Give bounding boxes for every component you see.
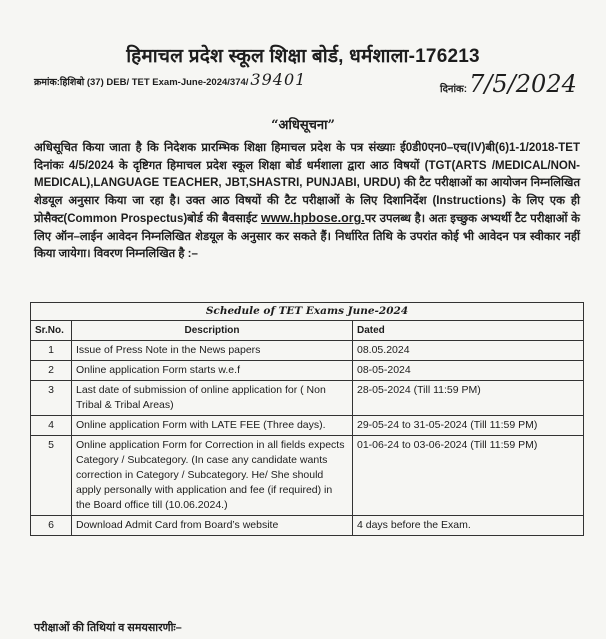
row-sr: 3: [31, 381, 72, 416]
row-sr: 4: [31, 416, 72, 436]
reference-label: क्रमांक:हिशिबो (37) DEB/ TET Exam-June-2024/374/: [34, 77, 249, 88]
schedule-caption-row: [31, 303, 584, 321]
row-dated: 29-05-24 to 31-05-2024 (Till 11:59 PM): [353, 416, 584, 436]
row-sr: 6: [31, 516, 72, 536]
header-sr-no: Sr.No.: [31, 321, 72, 341]
footer-note: परीक्षाओं की तिथियां व समयसारणीः–: [34, 622, 182, 634]
table-row: [31, 381, 584, 416]
row-dated: 28-05-2024 (Till 11:59 PM): [353, 381, 584, 416]
notice-title: “अधिसूचना”: [271, 118, 335, 133]
date-label: दिनांक:: [440, 84, 468, 95]
board-title: हिमाचल प्रदेश स्कूल शिक्षा बोर्ड, धर्मशाला-176213: [126, 46, 480, 67]
header-description: Description: [72, 321, 353, 341]
row-description: Online application Form starts w.e.f: [72, 361, 353, 381]
table-row: [31, 416, 584, 436]
row-sr: 2: [31, 361, 72, 381]
schedule-table: [30, 302, 584, 536]
row-sr: 5: [31, 436, 72, 516]
row-dated: 08-05-2024: [353, 361, 584, 381]
row-dated: 4 days before the Exam.: [353, 516, 584, 536]
row-dated: 01-06-24 to 03-06-2024 (Till 11:59 PM): [353, 436, 584, 516]
handwritten-date: 7/5/2024: [469, 70, 577, 98]
table-row: [31, 436, 584, 516]
row-description: Online application Form for Correction in all fields expects Category / Subcategory. (In case any candidate wants correction in Category / Subcategory. He/ She should apply personally with application and fee (if required) in the Board office till (10.06.2024.): [72, 436, 353, 516]
website-link[interactable]: www.hpbose.org.: [260, 211, 365, 225]
handwritten-ref-number: 39401: [250, 70, 307, 89]
row-description: Download Admit Card from Board’s website: [72, 516, 353, 536]
issue-date: [440, 70, 577, 98]
body-text-start: अधिसूचित किया जाता है कि निदेशक प्रारम्भिक शिक्षा हिमाचल प्रदेश के पत्र संख्याः ई0डी0एन0–एच(IV)बी(6)1-1/2018-TET दिनांकः 4/5/2024 के दृष्टिगत हिमाचल प्रदेश स्कूल शिक्षा बोर्ड धर्मशाला द्वारा आठ विषयों (TGT(ARTS /MEDICAL/NON-MEDICAL),LANGUAGE TEACHER, JBT,SHASTRI, PUNJABI, URDU) की टैट परीक्षाओं का आयोजन निम्नलिखित शेडयूल अनुसार किया जा रहा है। उक्त आठ विषयों की टैट परीक्षाओं के लिए दिशानिर्देश (Instructions) के लिए एक ही प्रोसैक्ट(Common Prospectus)बोर्ड की बैवसाईट: [34, 142, 580, 225]
row-sr: 1: [31, 341, 72, 361]
row-description: Issue of Press Note in the News papers: [72, 341, 353, 361]
table-row: [31, 341, 584, 361]
table-row: [31, 361, 584, 381]
row-description: Last date of submission of online application for ( Non Tribal & Tribal Areas): [72, 381, 353, 416]
row-dated: 08.05.2024: [353, 341, 584, 361]
body-text-end: पर उपलब्ध है। अतः इच्छुक अभ्यर्थी टैट परीक्षाओं के लिए ऑन–लाईन आवेदन निम्नलिखित शेडयूल के अनुसार कर सकते हैं। निर्धारित तिथि के उपरांत कोई भी आवेदन पत्र स्वीकार नहीं किया जायेगा। विवरण निम्नलिखित है :–: [34, 213, 580, 260]
schedule-caption: Schedule of TET Exams June-2024: [31, 303, 584, 321]
notification-body: [34, 140, 580, 264]
reference-number: [34, 70, 306, 89]
header-dated: Dated: [353, 321, 584, 341]
table-row: [31, 516, 584, 536]
row-description: Online application Form with LATE FEE (Three days).: [72, 416, 353, 436]
schedule-header-row: [31, 321, 584, 341]
